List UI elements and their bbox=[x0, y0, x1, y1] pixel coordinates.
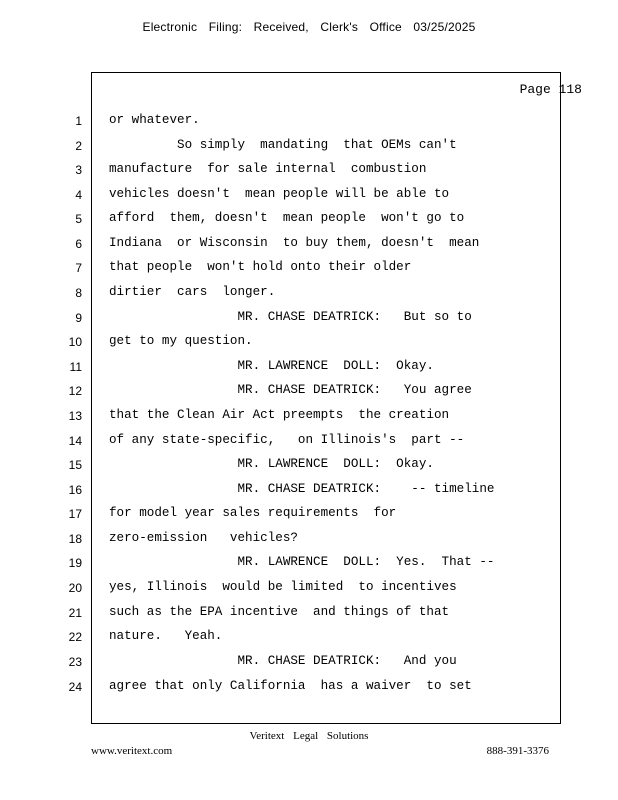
transcript-line: for model year sales requirements for bbox=[109, 506, 397, 520]
transcript-line: dirtier cars longer. bbox=[109, 285, 276, 299]
transcript-line: of any state-specific, on Illinois's part -- bbox=[109, 433, 465, 447]
transcript-line: get to my question. bbox=[109, 334, 253, 348]
line-number: 15 bbox=[68, 458, 82, 472]
line-number: 7 bbox=[75, 261, 82, 275]
line-number: 21 bbox=[68, 606, 82, 620]
line-number: 19 bbox=[68, 556, 82, 570]
transcript-line: MR. LAWRENCE DOLL: Yes. That -- bbox=[109, 555, 495, 569]
transcript-line: MR. CHASE DEATRICK: And you bbox=[109, 654, 457, 668]
line-number: 18 bbox=[68, 532, 82, 546]
line-number: 22 bbox=[68, 630, 82, 644]
line-number: 13 bbox=[68, 409, 82, 423]
transcript-line: or whatever. bbox=[109, 113, 200, 127]
transcript-line: MR. CHASE DEATRICK: -- timeline bbox=[109, 482, 495, 496]
transcript-line: that people won't hold onto their older bbox=[109, 260, 412, 274]
transcript-line: MR. CHASE DEATRICK: But so to bbox=[109, 310, 472, 324]
page-number: Page 118 bbox=[519, 82, 582, 97]
transcript-line: So simply mandating that OEMs can't bbox=[109, 138, 457, 152]
line-number: 8 bbox=[75, 286, 82, 300]
line-number: 16 bbox=[68, 483, 82, 497]
line-number: 17 bbox=[68, 507, 82, 521]
transcript-line: MR. LAWRENCE DOLL: Okay. bbox=[109, 457, 434, 471]
line-number: 4 bbox=[75, 188, 82, 202]
transcript-line: MR. LAWRENCE DOLL: Okay. bbox=[109, 359, 434, 373]
line-number: 1 bbox=[75, 114, 82, 128]
transcript-line: Indiana or Wisconsin to buy them, doesn't mean bbox=[109, 236, 480, 250]
footer-website: www.veritext.com bbox=[91, 745, 173, 757]
footer-phone: 888-391-3376 bbox=[486, 745, 549, 757]
transcript-line: that the Clean Air Act preempts the creation bbox=[109, 408, 450, 422]
transcript-line: such as the EPA incentive and things of that bbox=[109, 605, 450, 619]
line-number: 24 bbox=[68, 680, 82, 694]
line-number: 2 bbox=[75, 139, 82, 153]
line-number: 9 bbox=[75, 311, 82, 325]
transcript-line: manufacture for sale internal combustion bbox=[109, 162, 427, 176]
line-number: 20 bbox=[68, 581, 82, 595]
line-number: 3 bbox=[75, 163, 82, 177]
transcript-line: zero-emission vehicles? bbox=[109, 531, 298, 545]
line-number: 11 bbox=[69, 360, 82, 374]
transcript-line: afford them, doesn't mean people won't go to bbox=[109, 211, 465, 225]
transcript-line: MR. CHASE DEATRICK: You agree bbox=[109, 383, 472, 397]
transcript-line: yes, Illinois would be limited to incentives bbox=[109, 580, 457, 594]
line-number: 10 bbox=[68, 335, 82, 349]
line-number: 12 bbox=[68, 384, 82, 398]
line-number: 23 bbox=[68, 655, 82, 669]
transcript-line: nature. Yeah. bbox=[109, 629, 223, 643]
line-number: 6 bbox=[75, 237, 82, 251]
transcript-line: vehicles doesn't mean people will be able to bbox=[109, 187, 450, 201]
line-number: 14 bbox=[68, 434, 82, 448]
footer-company: Veritext Legal Solutions bbox=[249, 730, 369, 742]
line-number: 5 bbox=[75, 212, 82, 226]
filing-stamp: Electronic Filing: Received, Clerk's Office 03/25/2025 bbox=[142, 20, 476, 34]
transcript-line: agree that only California has a waiver to set bbox=[109, 679, 472, 693]
